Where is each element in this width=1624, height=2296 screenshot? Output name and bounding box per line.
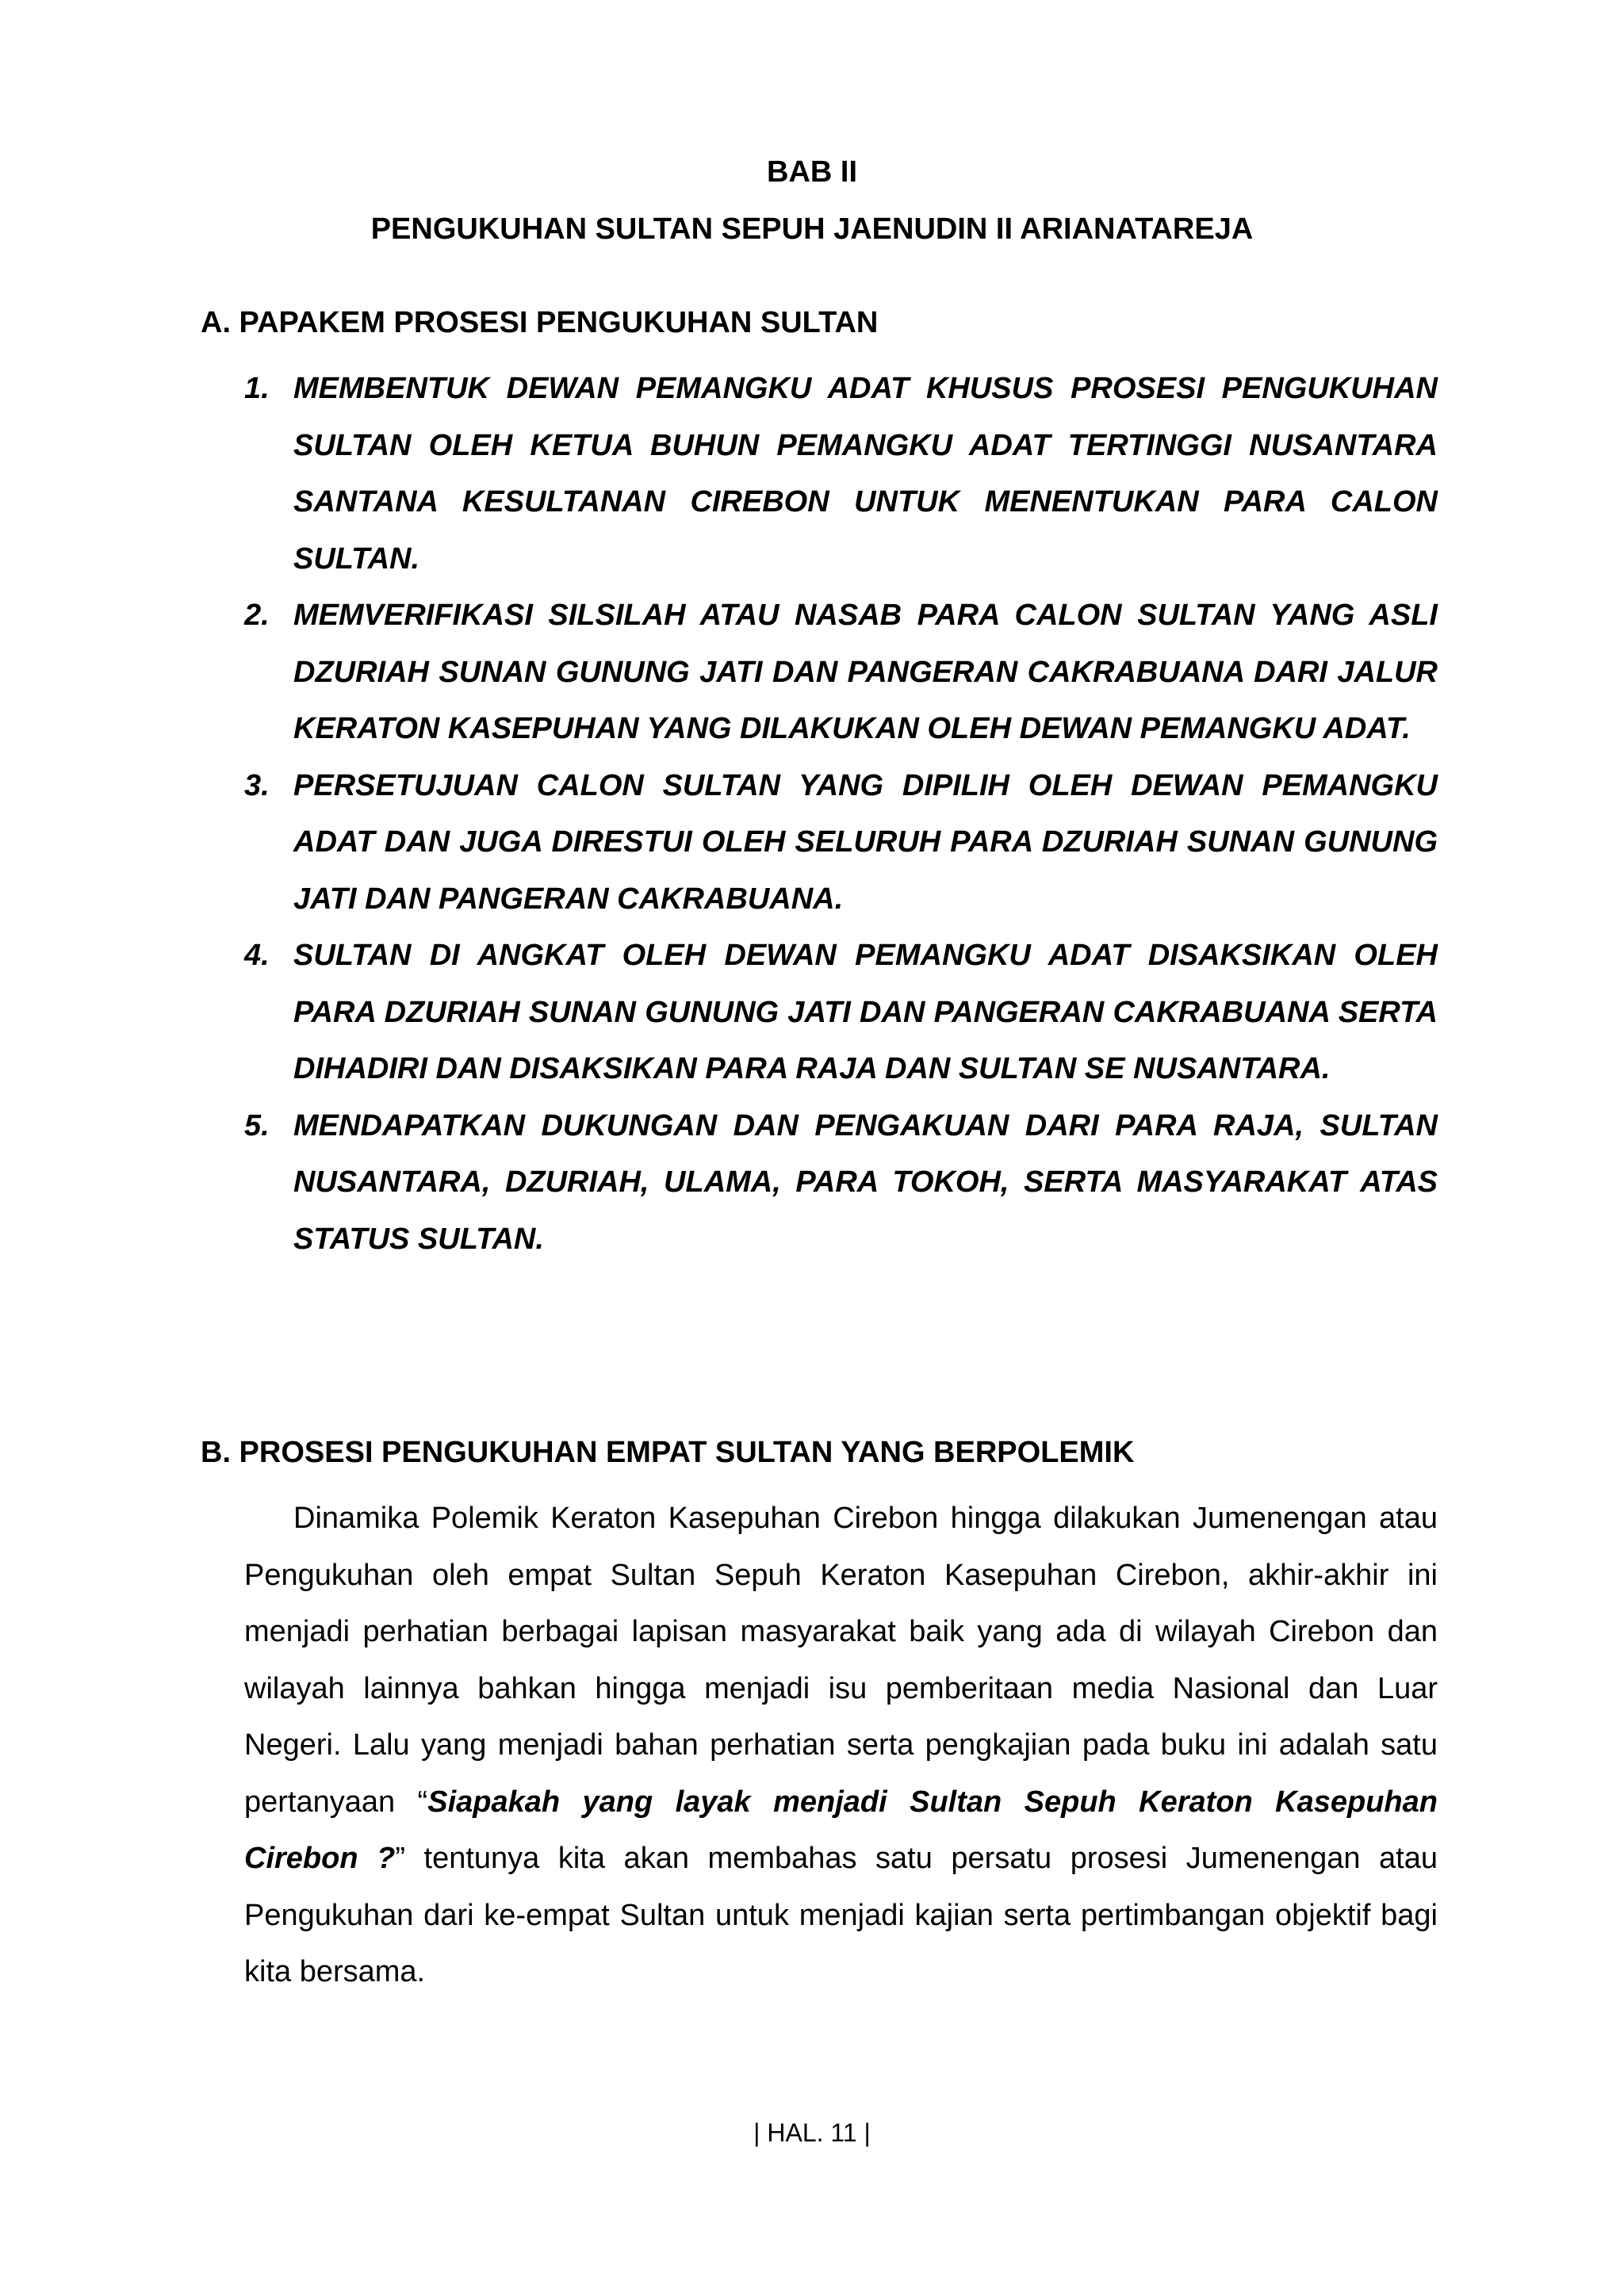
list-item-number: 5. [244, 1108, 270, 1142]
page-number-footer: | HAL. 11 | [753, 2118, 871, 2147]
procession-steps-list [244, 361, 1438, 1268]
list-item [244, 928, 1438, 1098]
list-item [244, 758, 1438, 928]
paragraph-text-lead: Dinamika Polemik Keraton Kasepuhan Cirebon hingga dilakukan Jumenengan atau Pengukuhan oleh empat Sultan Sepuh Keraton Kasepuhan Cirebon, akhir-akhir ini menjadi perhatian berbagai lapisan masyarakat baik yang ada di wilayah Cirebon dan wilayah lainnya bahkan hingga menjadi isu pemberitaan media Nasional dan Luar Negeri. Lalu yang menjadi bahan perhatian serta pengkajian pada buku ini adalah satu pertanyaan “ [244, 1502, 1438, 1819]
list-item [244, 1098, 1438, 1269]
list-item-text: MEMBENTUK DEWAN PEMANGKU ADAT KHUSUS PROSESI PENGUKUHAN SULTAN OLEH KETUA BUHUN PEMANGKU ADAT TERTINGGI NUSANTARA SANTANA KESULTANAN CIREBON UNTUK MENENTUKAN PARA CALON SULTAN. [293, 372, 1438, 576]
list-item [244, 587, 1438, 758]
section-b-heading: B. PROSESI PENGUKUHAN EMPAT SULTAN YANG BERPOLEMIK [201, 1436, 1135, 1469]
list-item-number: 3. [244, 768, 270, 802]
section-a-heading: A. PAPAKEM PROSESI PENGUKUHAN SULTAN [201, 306, 879, 339]
list-item-number: 2. [244, 599, 270, 632]
chapter-title: PENGUKUHAN SULTAN SEPUH JAENUDIN II ARIANATAREJA [370, 212, 1254, 246]
list-item-text: MENDAPATKAN DUKUNGAN DAN PENGAKUAN DARI PARA RAJA, SULTAN NUSANTARA, DZURIAH, ULAMA, PARA TOKOH, SERTA MASYARAKAT ATAS STATUS SULTAN. [293, 1108, 1438, 1256]
list-item-text: MEMVERIFIKASI SILSILAH ATAU NASAB PARA CALON SULTAN YANG ASLI DZURIAH SUNAN GUNUNG JATI DAN PANGERAN CAKRABUANA DARI JALUR KERATON KASEPUHAN YANG DILAKUKAN OLEH DEWAN PEMANGKU ADAT. [293, 599, 1438, 745]
list-item-text: PERSETUJUAN CALON SULTAN YANG DIPILIH OLEH DEWAN PEMANGKU ADAT DAN JUGA DIRESTUI OLEH SELURUH PARA DZURIAH SUNAN GUNUNG JATI DAN PANGERAN CAKRABUANA. [293, 768, 1438, 916]
body-paragraph [244, 1490, 1438, 2001]
list-item-number: 4. [244, 939, 270, 972]
list-item [244, 361, 1438, 587]
chapter-number: BAB II [767, 155, 857, 189]
list-item-number: 1. [244, 372, 270, 405]
list-item-text: SULTAN DI ANGKAT OLEH DEWAN PEMANGKU ADAT DISAKSIKAN OLEH PARA DZURIAH SUNAN GUNUNG JATI DAN PANGERAN CAKRABUANA SERTA DIHADIRI DAN DISAKSIKAN PARA RAJA DAN SULTAN SE NUSANTARA. [293, 939, 1438, 1085]
paragraph-emphasis-question: Siapakah yang layak menjadi Sultan Sepuh Keraton Kasepuhan Cirebon ? [244, 1785, 1438, 1875]
paragraph-text-tail: ” tentunya kita akan membahas satu persatu prosesi Jumenengan atau Pengukuhan dari ke-empat Sultan untuk menjadi kajian serta pertimbangan objektif bagi kita bersama. [244, 1842, 1438, 1988]
